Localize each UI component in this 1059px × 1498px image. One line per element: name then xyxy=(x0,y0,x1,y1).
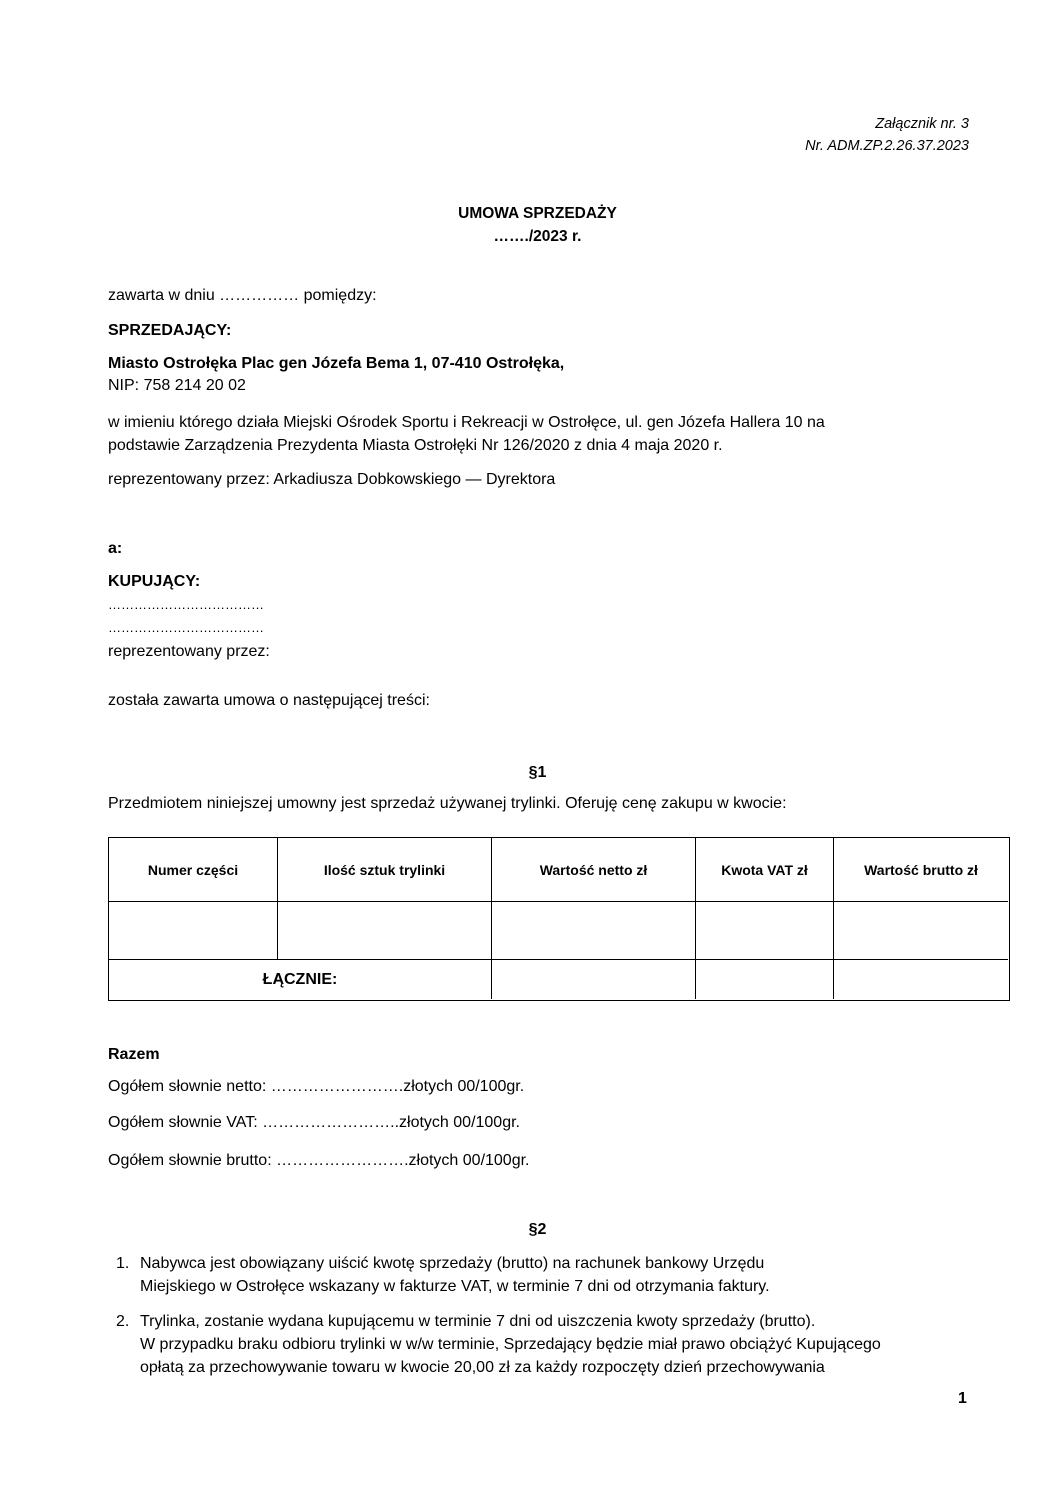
attachment-label: Załącznik nr. 3 xyxy=(875,116,969,132)
summary-net: Ogółem słownie netto: …………………….złotych 00/100gr. xyxy=(108,1078,525,1095)
acting-line-1: w imieniu którego działa Miejski Ośrodek Sportu i Rekreacji w Ostrołęce, ul. gen Józefa Hallera 10 na xyxy=(108,414,825,431)
table-cell xyxy=(492,960,696,999)
table-cell xyxy=(696,902,834,960)
table-cell xyxy=(834,960,1008,999)
contract-content-line: została zawarta umowa o następującej treści: xyxy=(108,692,430,709)
list-item-2-line-2: W przypadku braku odbioru trylinki w w/w terminie, Sprzedający będzie miał prawo obciążyć Kupującego xyxy=(140,1336,881,1353)
acting-line-2: podstawie Zarządzenia Prezydenta Miasta Ostrołęki Nr 126/2020 z dnia 4 maja 2020 r. xyxy=(108,437,723,454)
list-item-1-line-1: Nabywca jest obowiązany uiścić kwotę sprzedaży (brutto) na rachunek bankowy Urzędu xyxy=(140,1255,765,1272)
section-1-text: Przedmiotem niniejszej umowny jest sprzedaż używanej trylinki. Oferuję cenę zakupu w kwocie: xyxy=(108,795,787,812)
and-label: a: xyxy=(108,540,123,557)
price-table xyxy=(108,837,1010,1001)
summary-gross: Ogółem słownie brutto: …………………….złotych 00/100gr. xyxy=(108,1152,530,1169)
table-cell xyxy=(492,902,696,960)
summary-heading: Razem xyxy=(108,1046,160,1063)
table-cell xyxy=(278,902,492,960)
table-header-part-number: Numer części xyxy=(109,838,278,902)
section-2-heading: §2 xyxy=(528,1221,547,1238)
list-item-1-line-2: Miejskiego w Ostrołęce wskazany w fakturze VAT, w terminie 7 dni od otrzymania faktury. xyxy=(140,1278,770,1295)
table-header-gross-value: Wartość brutto zł xyxy=(834,838,1008,902)
table-cell xyxy=(696,960,834,999)
list-item-2-line-3: opłatą za przechowywanie towaru w kwocie 20,00 zł za każdy rozpoczęty dzień przechowywania xyxy=(140,1359,825,1376)
page-number: 1 xyxy=(958,1390,967,1407)
buyer-label: KUPUJĄCY: xyxy=(108,573,201,590)
concluded-date-line: zawarta w dniu …………… pomiędzy: xyxy=(108,287,377,304)
seller-representative: reprezentowany przez: Arkadiusza Dobkowskiego — Dyrektora xyxy=(108,471,556,488)
buyer-dots-1: ……………………………… xyxy=(108,597,264,612)
table-header-vat-amount: Kwota VAT zł xyxy=(696,838,834,902)
document-number: ……./2023 r. xyxy=(493,228,582,245)
list-item-number: 2. xyxy=(116,1313,130,1330)
table-cell xyxy=(834,902,1008,960)
list-item-2-line-1: Trylinka, zostanie wydana kupującemu w terminie 7 dni od uiszczenia kwoty sprzedaży (brutto). xyxy=(140,1313,816,1330)
table-cell xyxy=(109,902,278,960)
list-item-number: 1. xyxy=(116,1255,130,1272)
reference-number: Nr. ADM.ZP.2.26.37.2023 xyxy=(805,138,969,154)
seller-nip: NIP: 758 214 20 02 xyxy=(108,377,246,394)
seller-label: SPRZEDAJĄCY: xyxy=(108,322,232,339)
table-total-label: ŁĄCZNIE: xyxy=(109,960,492,999)
table-header-quantity: Ilość sztuk trylinki xyxy=(278,838,492,902)
section-1-heading: §1 xyxy=(528,764,547,781)
seller-name: Miasto Ostrołęka Plac gen Józefa Bema 1, 07-410 Ostrołęka, xyxy=(108,355,565,372)
summary-vat: Ogółem słownie VAT: ……………………..złotych 00/100gr. xyxy=(108,1114,520,1131)
table-header-net-value: Wartość netto zł xyxy=(492,838,696,902)
buyer-representative: reprezentowany przez: xyxy=(108,643,270,660)
buyer-dots-2: ……………………………… xyxy=(108,620,264,635)
document-title: UMOWA SPRZEDAŻY xyxy=(458,205,617,222)
